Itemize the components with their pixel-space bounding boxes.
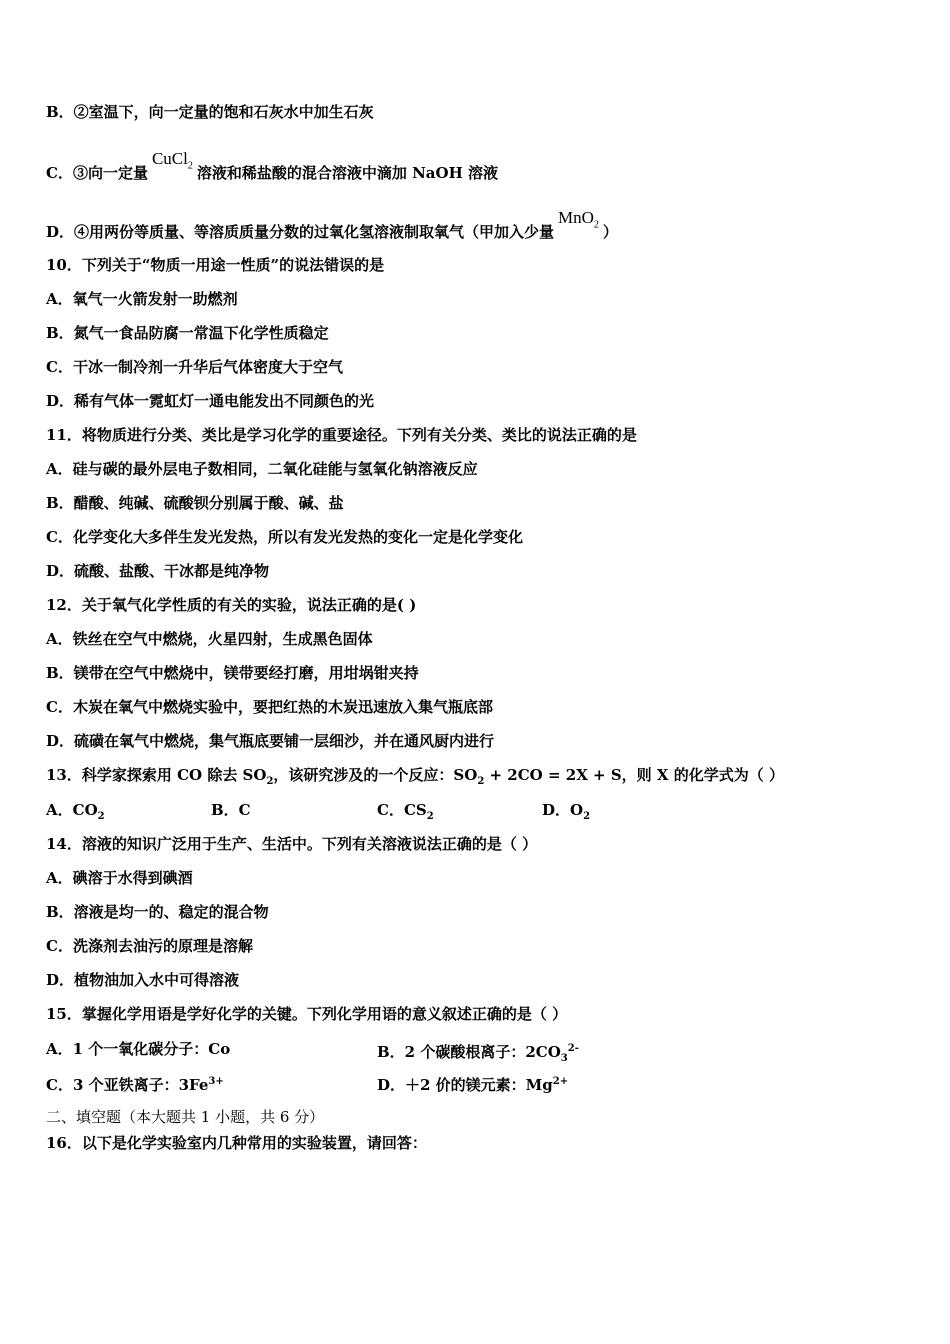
q13-option-c-text: C．CS xyxy=(377,801,427,819)
q9-option-b: B．②室温下，向一定量的饱和石灰水中加生石灰 xyxy=(46,103,374,121)
cucl2-formula xyxy=(151,149,193,172)
q13-option-c-sub: 2 xyxy=(426,811,434,822)
q15-option-b-text: B．2 个碳酸根离子：2CO xyxy=(377,1043,561,1061)
q12-option-a: A．铁丝在空气中燃烧，火星四射，生成黑色固体 xyxy=(46,630,373,648)
q9-option-d-text: D．④用两份等质量、等溶质质量分数的过氧化氢溶液制取氧气（甲加入少量 xyxy=(46,223,555,241)
q13-stem-part-1: 13．科学家探索用 CO 除去 SO xyxy=(46,766,267,784)
q11-option-a: A．硅与碳的最外层电子数相同，二氧化硅能与氢氧化钠溶液反应 xyxy=(46,460,478,478)
q10-option-a: A．氧气一火箭发射一助燃剂 xyxy=(46,290,238,308)
q12-option-b: B．镁带在空气中燃烧中，镁带要经打磨，用坩埚钳夹持 xyxy=(46,664,419,682)
q14-option-a: A．碘溶于水得到碘酒 xyxy=(46,869,193,887)
q15-option-d xyxy=(377,1073,568,1094)
q13-stem-part-3: + 2CO = 2X + S，则 X 的化学式为（ ） xyxy=(484,766,784,784)
q9-option-c-text: C．③向一定量 xyxy=(46,164,148,182)
q12-option-c: C．木炭在氧气中燃烧实验中，要把红热的木炭迅速放入集气瓶底部 xyxy=(46,698,493,716)
q13-option-d-sub: 2 xyxy=(583,811,591,822)
q15-option-d-sup: 2+ xyxy=(552,1076,569,1087)
q13-stem-sub-2: 2 xyxy=(477,776,485,787)
q12-option-d: D．硫磺在氧气中燃烧，集气瓶底要铺一层细沙，并在通风厨内进行 xyxy=(46,732,495,750)
q11-stem: 11．将物质进行分类、类比是学习化学的重要途径。下列有关分类、类比的说法正确的是 xyxy=(46,426,637,444)
q13-option-d-text: D．O xyxy=(542,801,584,819)
q12-stem: 12．关于氧气化学性质的有关的实验，说法正确的是( ) xyxy=(46,596,417,614)
q13-stem xyxy=(46,766,784,791)
q13-option-c xyxy=(377,801,434,826)
section-2-heading: 二、填空题（本大题共 1 小题，共 6 分） xyxy=(46,1108,325,1126)
q10-option-b: B．氮气一食品防腐一常温下化学性质稳定 xyxy=(46,324,329,342)
q13-stem-part-2: ，该研究涉及的一个反应：SO xyxy=(273,766,478,784)
q13-option-d xyxy=(542,801,590,826)
q15-option-b-sub: 3 xyxy=(560,1053,568,1064)
mno2-formula-sub: 2 xyxy=(593,219,599,231)
q15-option-a: A．1 个一氧化碳分子：Co xyxy=(46,1040,231,1058)
q9-option-d xyxy=(46,209,618,241)
cucl2-formula-sub: 2 xyxy=(187,160,193,172)
q16-stem: 16．以下是化学实验室内几种常用的实验装置，请回答： xyxy=(46,1134,427,1152)
q10-option-c: C．干冰一制冷剂一升华后气体密度大于空气 xyxy=(46,358,343,376)
q15-stem: 15．掌握化学用语是学好化学的关键。下列化学用语的意义叙述正确的是（ ） xyxy=(46,1005,568,1023)
q11-option-b: B．醋酸、纯碱、硫酸钡分别属于酸、碱、盐 xyxy=(46,494,344,512)
q14-option-d: D．植物油加入水中可得溶液 xyxy=(46,971,240,989)
q10-option-d: D．稀有气体一霓虹灯一通电能发出不同颜色的光 xyxy=(46,392,375,410)
q15-option-d-text: D．＋2 价的镁元素：Mg xyxy=(377,1076,553,1094)
q15-option-c xyxy=(46,1073,224,1094)
q9-option-d-text-2: ） xyxy=(602,223,618,241)
q13-stem-sub-1: 2 xyxy=(266,776,274,787)
q15-option-b-sup: 2- xyxy=(567,1043,579,1054)
q14-stem: 14．溶液的知识广泛用于生产、生活中。下列有关溶液说法正确的是（ ） xyxy=(46,835,538,853)
q11-option-d: D．硫酸、盐酸、干冰都是纯净物 xyxy=(46,562,270,580)
q13-option-b: B．C xyxy=(211,801,251,819)
cucl2-formula-main: CuCl xyxy=(151,149,188,168)
q11-option-c: C．化学变化大多伴生发光发热，所以有发光发热的变化一定是化学变化 xyxy=(46,528,523,546)
q14-option-b: B．溶液是均一的、稳定的混合物 xyxy=(46,903,269,921)
q13-option-a xyxy=(46,801,105,826)
q9-option-c xyxy=(46,150,498,182)
mno2-formula-main: MnO xyxy=(558,208,594,227)
mno2-formula xyxy=(558,208,599,231)
q13-option-a-sub: 2 xyxy=(97,811,105,822)
q14-option-c: C．洗涤剂去油污的原理是溶解 xyxy=(46,937,253,955)
q15-option-c-sup: 3+ xyxy=(208,1076,224,1087)
q15-option-c-text: C．3 个亚铁离子：3Fe xyxy=(46,1076,209,1094)
q10-stem: 10．下列关于“物质一用途一性质”的说法错误的是 xyxy=(46,256,385,274)
q13-option-a-text: A．CO xyxy=(46,801,98,819)
q9-option-c-text-2: 溶液和稀盐酸的混合溶液中滴加 NaOH 溶液 xyxy=(196,164,498,182)
q15-option-b xyxy=(377,1040,579,1068)
